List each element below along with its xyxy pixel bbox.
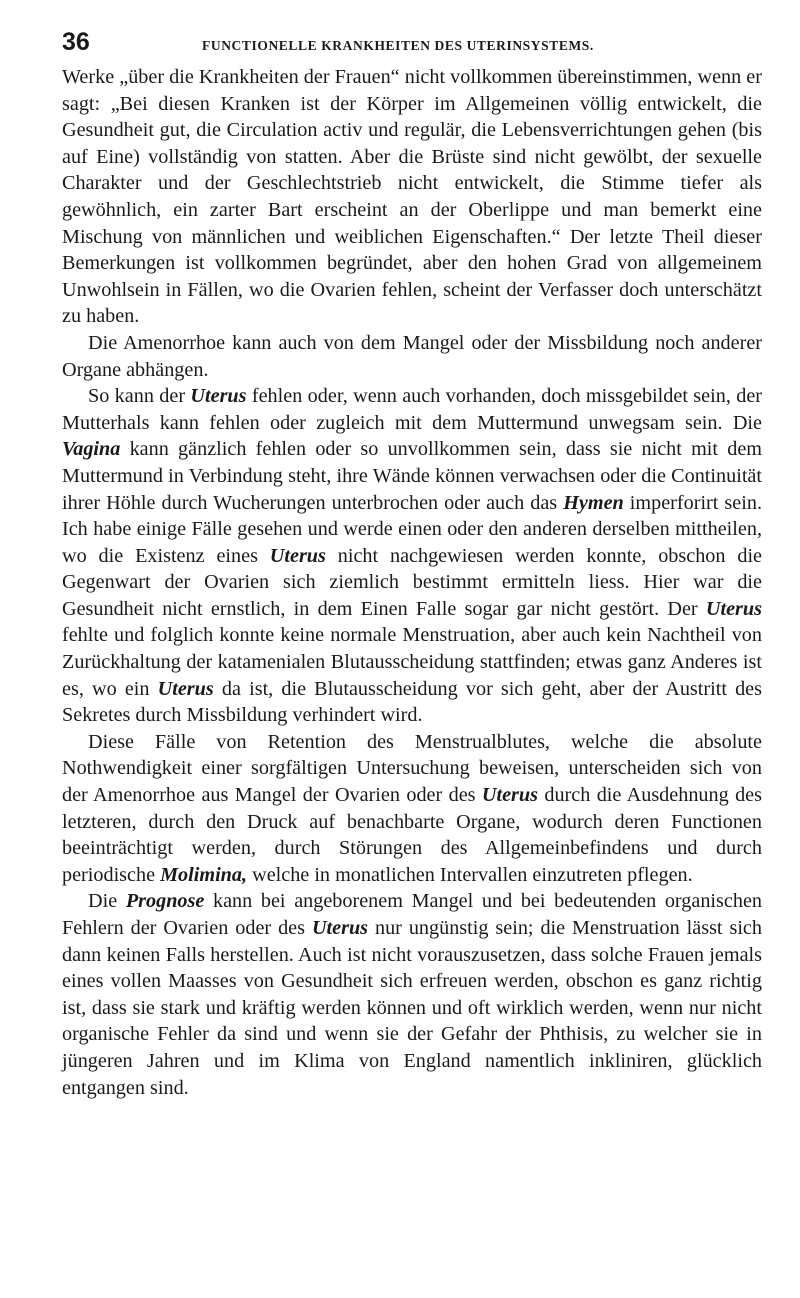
text-run: Werke „über die Krankheiten der Frauen“ nicht vollkommen übereinstimmen, wenn er sagt: „Bei diesen Kranken ist der Körper im Allgemeinen völlig entwickelt, die Gesundheit gut, die Circulation activ und regulär, die Lebensverrichtungen gehen (bis auf Eine) vollständig von statten. Aber die Brüste sind nicht gewölbt, der sexuelle Charakter und der Geschlechtstrieb nicht entwickelt, die Stimme tiefer als gewöhnlich, ein zarter Bart erscheint an der Oberlippe und man bemerkt eine Mischung von männlichen und weiblichen Eigenschaften.“ Der letzte Theil dieser Bemerkungen ist vollkommen begründet, aber den hohen Grad von allgemeinem Unwohlsein in Fällen, wo die Ovarien fehlen, scheint der Verfasser doch unterschätzt zu haben. (62, 66, 762, 328)
emphasized-term: Uterus (269, 544, 326, 567)
text-run: kann bei angeborenem Mangel und bei bedeutenden organischen Fehlern der Ovarien oder des (62, 890, 762, 939)
emphasized-term: Uterus (705, 597, 762, 620)
text-run: nicht nachgewiesen werden konnte, obschon die Gegenwart der Ovarien sich ziemlich bestimmt ermitteln liess. Hier war die Gesundheit nicht ernstlich, in dem Einen Falle sogar gar nicht gestört. Der (62, 544, 763, 620)
text-run: kann gänzlich fehlen oder so unvollkommen sein, dass sie nicht mit dem Muttermund in Verbindung steht, ihre Wände können verwachsen oder die Continuität ihrer Höhle durch Wucherungen unterbrochen oder auch das (62, 438, 762, 514)
emphasized-term: Vagina (62, 438, 121, 461)
text-run: da ist, die Blutausscheidung vor sich geht, aber der Austritt des Sekretes durch Missbildung verhindert wird. (62, 677, 762, 727)
paragraph (62, 383, 762, 729)
running-title: FUNCTIONELLE KRANKHEITEN DES UTERINSYSTEMS. (202, 38, 594, 53)
paragraph (62, 729, 762, 889)
text-run: imperforirt sein. Ich habe einige Fälle gesehen und werde einen oder den anderen derselben mittheilen, wo die Existenz eines (62, 491, 762, 567)
paragraph (62, 330, 762, 383)
emphasized-term: Uterus (481, 784, 538, 807)
text-run: fehlen oder, wenn auch vorhanden, doch missgebildet sein, der Mutterhals kann fehlen oder zugleich mit dem Muttermund unwegsam sein. Die (62, 385, 762, 434)
text-run: welche in monatlichen Intervallen einzutreten pflegen. (247, 863, 693, 886)
text-run: Die (88, 890, 126, 913)
emphasized-term: Uterus (157, 677, 214, 700)
emphasized-term: Hymen (563, 491, 624, 514)
text-run: So kann der (88, 385, 191, 408)
page-number: 36 (62, 28, 90, 56)
text-run: nur ungünstig sein; die Menstruation lässt sich dann keinen Falls herstellen. Auch ist nicht vorauszusetzen, dass solche Frauen jemals eines vollen Maasses von Gesundheit sich erfreuen werden, obschon es ganz richtig ist, dass sie stark und kräftig werden können und oft wirklich werden, wenn nur nicht organische Fehler da sind und wenn sie der Gefahr der Phthisis, zu welcher sie in jüngeren Jahren und im Klima von England namentlich inkliniren, glücklich entgangen sind. (62, 917, 762, 1099)
text-run: fehlte und folglich konnte keine normale Menstruation, aber auch kein Nachtheil von Zurückhaltung der katamenialen Blutausscheidung stattfinden; etwas ganz Anderes ist es, wo ein (62, 624, 762, 700)
emphasized-term: Prognose (125, 890, 205, 913)
text-run: Die Amenorrhoe kann auch von dem Mangel oder der Missbildung noch anderer Organe abhängen. (62, 331, 762, 381)
book-page (62, 28, 762, 1101)
emphasized-term: Uterus (311, 917, 369, 939)
running-header (62, 28, 762, 64)
emphasized-term: Uterus (190, 385, 247, 408)
paragraph (62, 888, 762, 1101)
text-run: Diese Fälle von Retention des Menstrualblutes, welche die absolute Nothwendigkeit einer sorgfältigen Untersuchung beweisen, unterscheiden sich von der Amenorrhoe aus Mangel der Ovarien oder des (62, 730, 762, 807)
paragraph (62, 64, 762, 330)
body-text (62, 64, 762, 1101)
emphasized-term: Molimina, (160, 863, 248, 886)
text-run: durch die Ausdehnung des letzteren, durch den Druck auf benachbarte Organe, wodurch deren Functionen beeinträchtigt werden, durch Störungen des Allgemeinbefindens und durch periodische (62, 784, 762, 886)
